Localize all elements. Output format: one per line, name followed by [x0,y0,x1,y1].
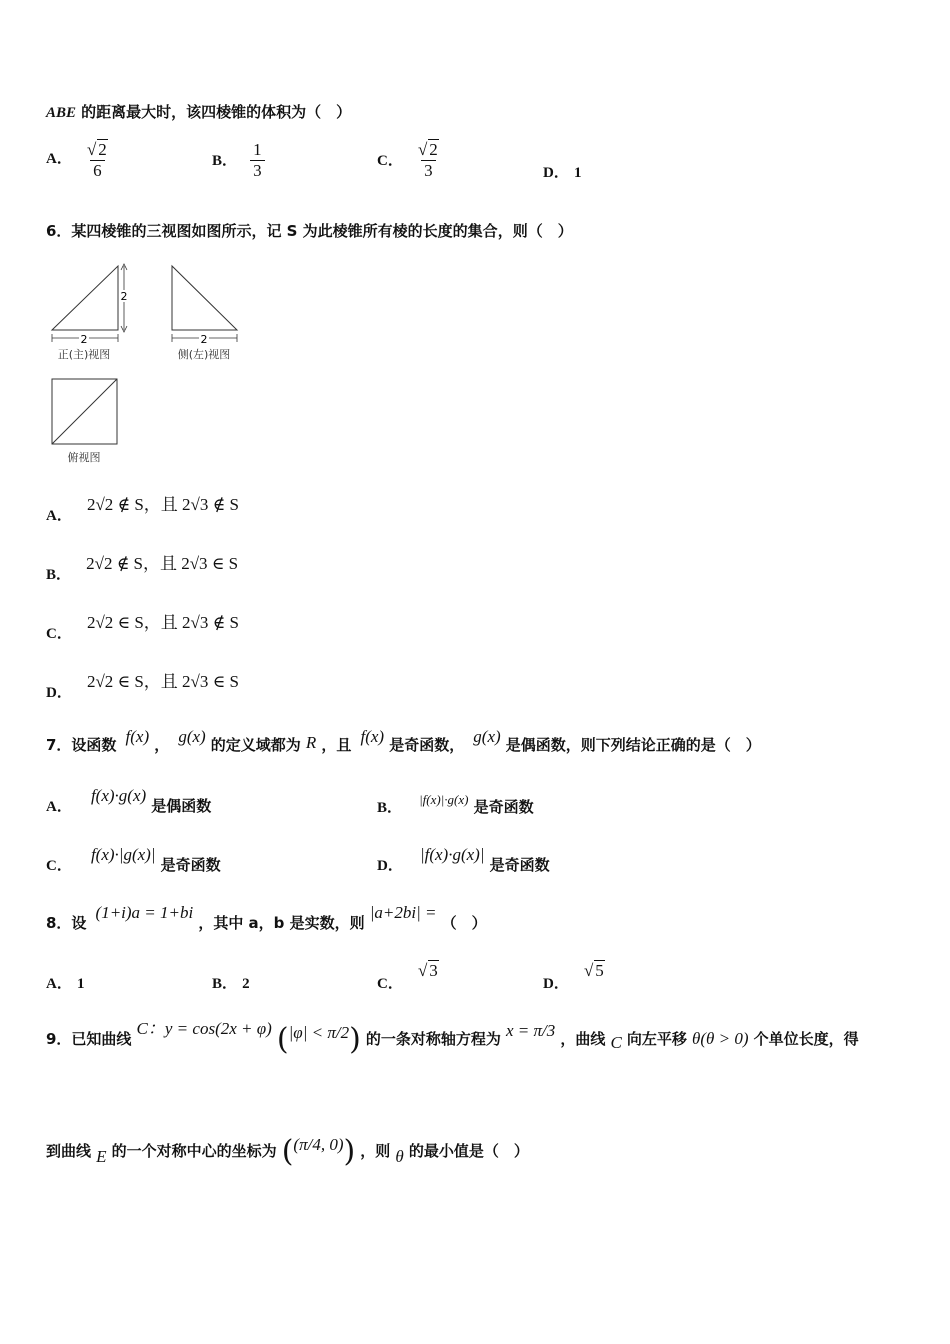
top-view-label: 俯视图 [67,451,101,464]
option-text: 是奇函数 [473,798,534,816]
q5-option-d[interactable] [543,161,581,182]
option-label: B． [212,153,238,169]
front-view [52,264,129,361]
q8-option-c[interactable]: C． √ 3 [377,961,438,992]
numerator: 1 [253,140,262,159]
option-text: 2√2 ∉ S，且 2√3 ∉ S [86,495,239,514]
q8-stem [46,902,487,932]
q6-option-a[interactable] [46,490,239,524]
q9-text: 的一条对称轴方程为 [365,1030,501,1048]
q9-text: 的最小值是（ ） [408,1142,529,1160]
option-math: |f(x)|·g(x) [419,792,469,807]
option-label: D． [543,976,569,992]
q6-three-view-figure [44,258,254,470]
denominator: 3 [421,160,436,181]
option-math: |f(x)·g(x)| [419,845,485,864]
q9-line1: 9．已知曲线 C：y = cos(2x + φ) (|φ| < π/2) 的一条对称轴方程为 x = π/3 ，曲线 C 向左平移 θ(θ > 0) 个单位长度，得 [46,1019,859,1057]
option-text: 是偶函数 [151,797,212,815]
option-value: 2 [242,976,250,992]
q6-option-d[interactable] [46,667,239,701]
q5-stem-text: 的距离最大时，该四棱锥的体积为（ ） [81,103,352,121]
side-width-dim: 2 [200,333,208,346]
q9-line2: 到曲线 E 的一个对称中心的坐标为 ((π/4, 0)) ，则 θ 的最小值是（ ） [46,1134,529,1169]
q7-stem-text: 7．设函数 [46,736,117,754]
q7-option-c[interactable] [46,844,221,874]
numerator: 2 [98,140,107,159]
q7-stem-math: f(x) [125,727,150,746]
q9-center-point: (π/4, 0) [293,1135,344,1154]
option-label: D． [377,858,403,874]
q7-stem-text: 是奇函数， [389,736,465,754]
option-label: A． [46,799,72,815]
q5-option-b[interactable] [212,140,265,181]
q5-option-a-fraction: $\frac{√ 2}{6}$ [86,140,107,180]
q9-curve-e: E [96,1147,107,1166]
q7-option-b[interactable] [377,788,534,816]
q8-option-a[interactable] [46,972,84,993]
q9-theta: θ [395,1147,404,1166]
q7-option-d[interactable] [377,844,550,874]
front-view-label: 正(主)视图 [57,348,111,361]
option-math: f(x)·g(x) [90,786,147,805]
option-value: 1 [573,165,582,181]
option-label: C． [46,626,72,642]
option-label: D． [543,165,569,181]
q7-stem-math: g(x) [473,727,501,746]
q6-option-c[interactable] [46,608,239,642]
option-label: A． [46,151,72,167]
q9-text: ，则 [360,1142,391,1160]
q8-expression: |a+2bi| = [369,903,437,922]
option-text: 是奇函数 [489,856,550,874]
q7-stem-text: 是偶函数，则下列结论正确的是（ ） [505,736,761,754]
q7-stem-math: R [305,733,317,752]
q5-option-a[interactable] [46,140,110,181]
q5-stem [46,101,351,122]
q5-option-b-fraction [250,140,265,181]
q5-stem-math: ABE [46,105,77,121]
numerator: 2 [429,140,438,159]
q7-stem [46,726,761,754]
q9-curve-equation: C：y = cos(2x + φ) [136,1019,272,1038]
q9-text: ，曲线 [560,1030,606,1048]
q9-prefix: 9．已知曲线 [46,1030,132,1048]
q5-option-c[interactable] [377,140,441,181]
q8-prefix: 8．设 [46,914,87,932]
option-label: C． [377,976,403,992]
q5-option-c-fraction: $\frac{√ 2}{3}$ [417,140,438,180]
denominator: 3 [250,160,265,181]
option-text: 2√2 ∈ S，且 2√3 ∈ S [86,672,239,691]
q8-middle: ，其中 a，b 是实数，则 [198,914,365,932]
front-width-dim: 2 [80,333,88,346]
q7-stem-text: ， [154,736,170,754]
q7-option-a[interactable] [46,785,212,815]
top-view [52,379,117,464]
option-label: B． [212,976,238,992]
q9-text: 到曲线 [46,1142,92,1160]
option-label: B． [377,800,403,816]
q7-stem-text: 的定义域都为 [210,736,301,754]
option-label: D． [46,685,72,701]
q7-stem-math: g(x) [178,727,206,746]
option-text: 2√2 ∈ S，且 2√3 ∉ S [86,613,239,632]
option-value: 3 [429,961,438,980]
q6-stem: 6．某四棱锥的三视图如图所示，记 S 为此棱锥所有棱的长度的集合，则（ ） [46,222,573,240]
option-label: C． [377,153,403,169]
option-value: 1 [76,976,85,992]
q8-option-d[interactable]: D． √ 5 [543,961,604,992]
q6-option-b[interactable] [46,549,239,583]
q9-curve-name: C [610,1033,622,1052]
q8-equation: (1+i)a = 1+bi [95,903,194,922]
option-text: 2√2 ∉ S，且 2√3 ∈ S [86,554,239,573]
q7-stem-math: f(x) [360,727,385,746]
side-view-label: 侧(左)视图 [177,348,231,361]
option-math: f(x)·|g(x)| [90,845,156,864]
option-label: A． [46,508,72,524]
option-label: A． [46,976,72,992]
option-label: B． [46,567,72,583]
q9-text: 的一个对称中心的坐标为 [111,1142,277,1160]
option-text: 是奇函数 [160,856,221,874]
q9-condition: |φ| < π/2 [288,1023,350,1042]
denominator: 6 [90,160,105,181]
q8-option-b[interactable] [212,972,250,993]
q9-axis-equation: x = π/3 [506,1021,556,1040]
q9-text: 个单位长度，得 [753,1030,859,1048]
option-value: 5 [595,961,604,980]
option-label: C． [46,858,72,874]
side-view [172,266,237,361]
q9-text: 向左平移 [626,1030,687,1048]
q8-suffix: （ ） [441,914,487,932]
front-height-dim: 2 [120,290,128,303]
q9-shift: θ(θ > 0) [692,1029,749,1048]
q7-stem-text: ，且 [321,736,352,754]
